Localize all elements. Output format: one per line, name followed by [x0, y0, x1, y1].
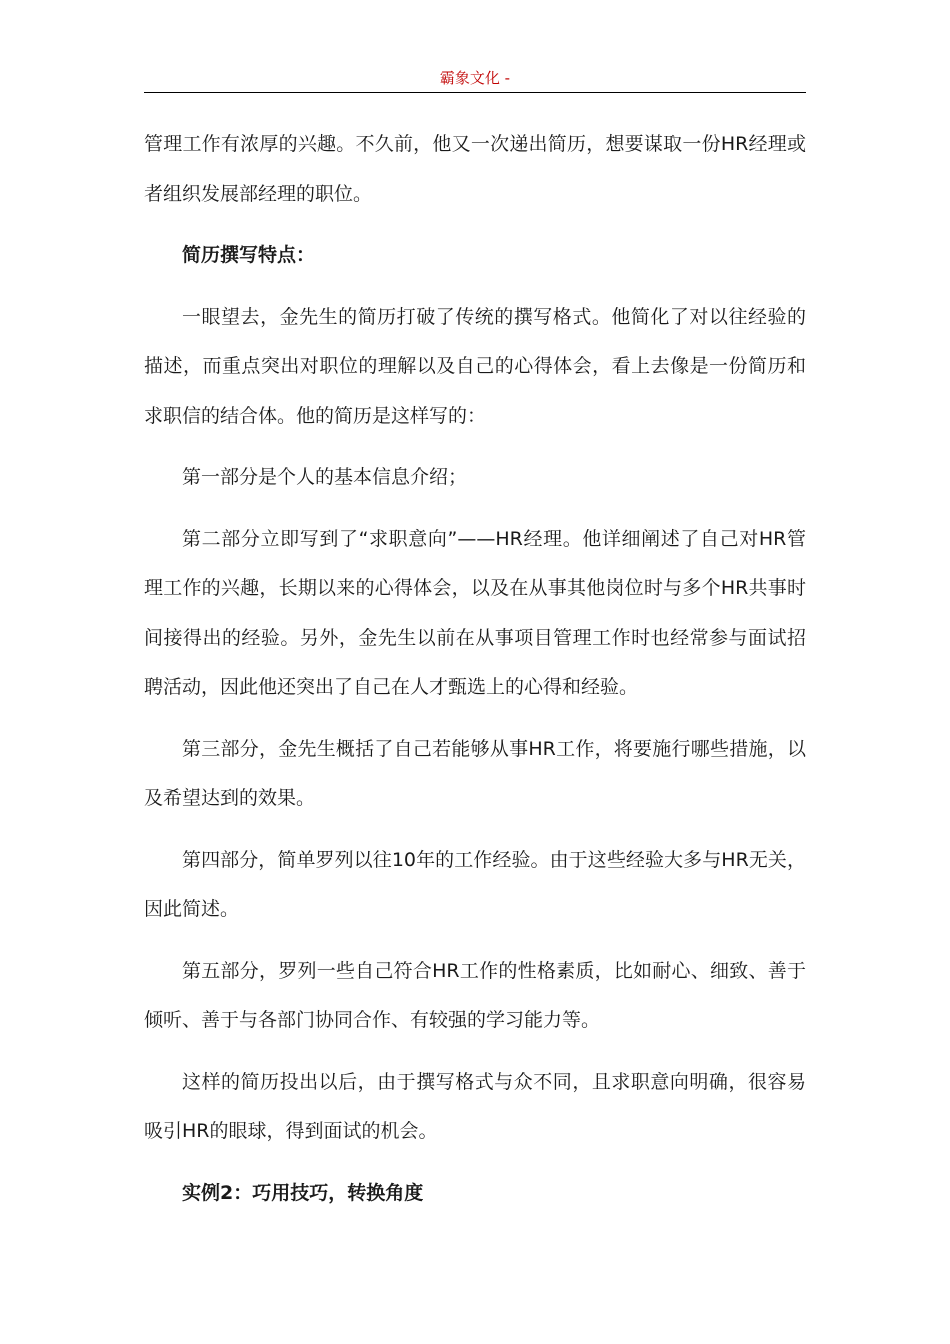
paragraph-part-two: 第二部分立即写到了“求职意向”——HR经理。他详细阐述了自己对HR管理工作的兴趣，长期以来的心得体会，以及在从事其他岗位时与多个HR共事时间接得出的经验。另外，金先生以前在从事项目管理工作时也经常参与面试招聘活动，因此他还突出了自己在人才甄选上的心得和经验。	[144, 527, 806, 698]
paragraph-resume-overview: 一眼望去，金先生的简历打破了传统的撰写格式。他简化了对以往经验的描述，而重点突出对职位的理解以及自己的心得体会，看上去像是一份简历和求职信的结合体。他的简历是这样写的：	[144, 305, 806, 427]
document-body	[144, 120, 806, 1230]
page-header	[144, 64, 806, 93]
paragraph-intro-continuation: 管理工作有浓厚的兴趣。不久前，他又一次递出简历，想要谋取一份HR经理或者组织发展部经理的职位。	[144, 133, 806, 205]
section-heading-resume-features: 简历撰写特点：	[182, 244, 316, 266]
paragraph-part-three: 第三部分，金先生概括了自己若能够从事HR工作，将要施行哪些措施，以及希望达到的效果。	[144, 737, 806, 809]
section-heading-example-two: 实例2：巧用技巧，转换角度	[182, 1181, 424, 1204]
paragraph-part-five: 第五部分，罗列一些自己符合HR工作的性格素质，比如耐心、细致、善于倾听、善于与各部门协同合作、有较强的学习能力等。	[144, 959, 806, 1031]
paragraph-part-one: 第一部分是个人的基本信息介绍；	[182, 466, 468, 488]
header-title: 霸象文化 -	[439, 69, 511, 87]
paragraph-result: 这样的简历投出以后，由于撰写格式与众不同，且求职意向明确，很容易吸引HR的眼球，得到面试的机会。	[144, 1070, 806, 1142]
paragraph-part-four: 第四部分，简单罗列以往10年的工作经验。由于这些经验大多与HR无关，因此简述。	[144, 848, 806, 920]
